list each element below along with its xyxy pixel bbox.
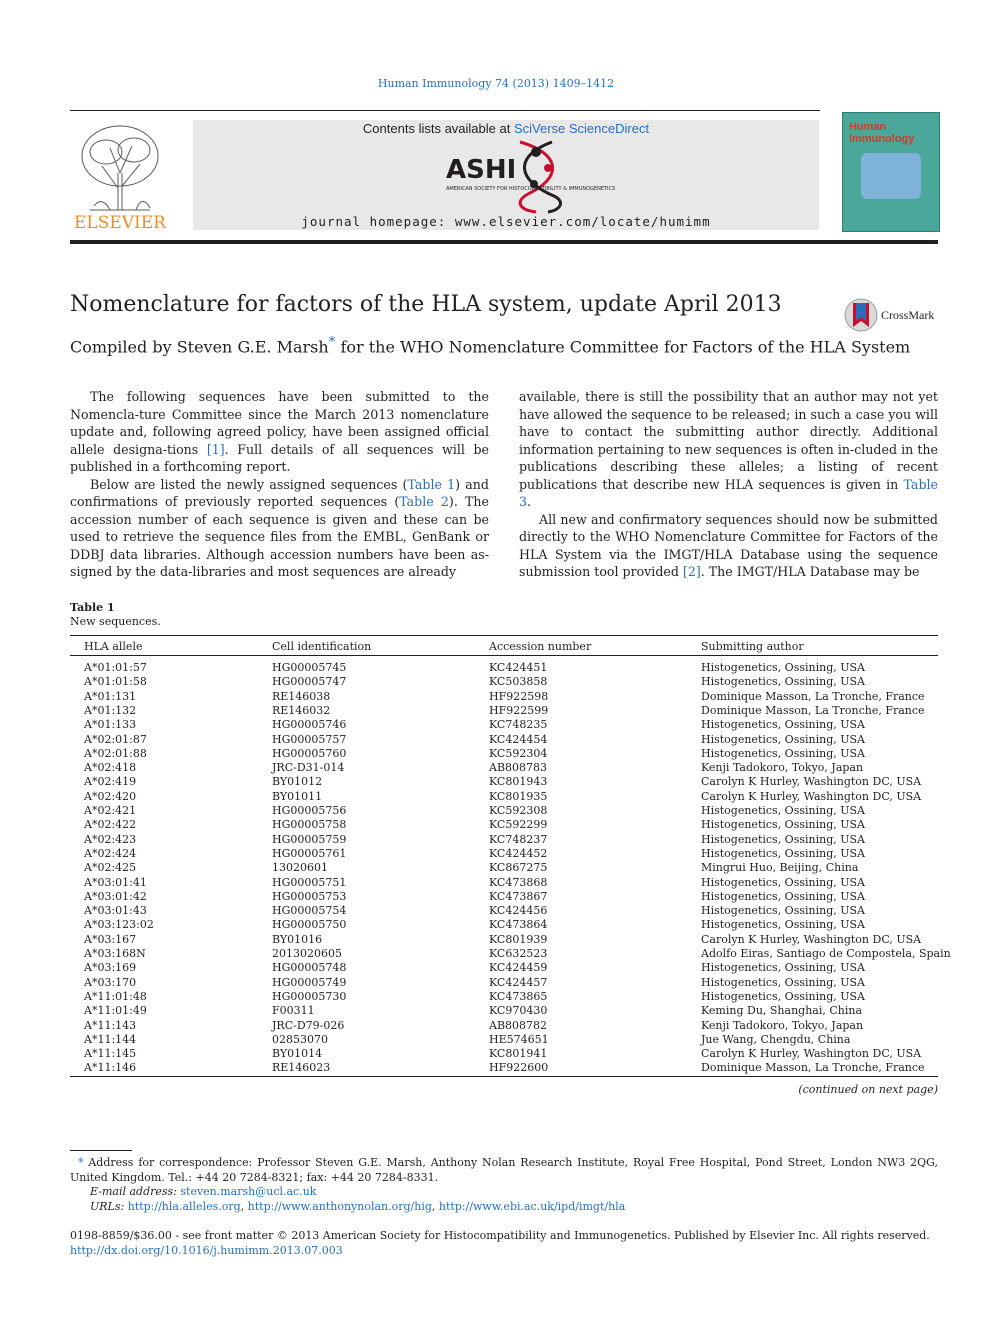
allele-cell: A*02:419 [84,775,137,789]
accession-cell: KC424457 [489,975,548,989]
header-rule-top [70,110,820,111]
email-label: E-mail address: [90,1185,181,1198]
accession-cell: KC801941 [489,1047,548,1061]
cell-id-cell: HG00005756 [272,804,347,817]
journal-reference[interactable]: Human Immunology 74 (2013) 1409–1412 [377,77,615,90]
accession-cell: KC867275 [489,861,548,875]
paragraph [519,511,938,581]
author-cell: Dominique Masson, La Tronche, France [701,1061,925,1075]
cell-id-cell: BY01014 [272,1047,323,1061]
author-cell: Jue Wang, Chengdu, China [701,1032,851,1046]
accession-cell: KC748235 [489,718,548,732]
allele-cell: A*01:01:57 [84,661,147,674]
reference-link-2[interactable]: [2] [682,564,701,579]
paragraph [70,388,489,476]
cell-id-cell: 13020601 [272,861,328,875]
byline-committee: for the WHO Nomenclature Committee for Factors of the HLA System [335,337,911,357]
cell-id-cell: BY01012 [272,775,323,789]
text-run: . The IMGT/HLA Database may be [700,564,920,579]
body-column-right [519,388,938,581]
accession-cell: AB808782 [489,1018,548,1032]
author-cell: Histogenetics, Ossining, USA [701,875,865,889]
text-run: The following sequences have been submitted to the Nomencla-ture Committee since the March 2013 nomenclature update and, following agreed policy, have been assigned official allele designa-tions [70,389,489,457]
paragraph [70,476,489,581]
journal-homepage-line [193,214,819,229]
allele-cell: A*03:01:43 [84,904,147,918]
cell-id-cell: F00311 [272,1004,315,1018]
cell-id-cell: HG00005754 [272,904,347,918]
accession-cell: KC748237 [489,832,548,846]
accession-cell: KC801935 [489,789,548,803]
allele-cell: A*02:423 [84,832,137,846]
accession-cell: KC424459 [489,961,548,975]
sciencedirect-link[interactable]: SciVerse ScienceDirect [513,121,650,136]
allele-cell: A*01:133 [84,718,137,732]
footnote-star[interactable]: * [78,1156,84,1169]
author-cell: Kenji Tadokoro, Tokyo, Japan [701,761,864,775]
allele-cell: A*11:143 [84,1018,137,1032]
cell-id-cell: RE146038 [272,689,331,703]
allele-cell: A*02:420 [84,789,137,803]
author-cell: Carolyn K Hurley, Washington DC, USA [701,789,922,803]
cell-id-cell: BY01011 [272,789,323,803]
author-cell: Histogenetics, Ossining, USA [701,975,865,989]
column-header-accession: Accession number [489,640,592,653]
url-link[interactable]: http://hla.alleles.org [127,1199,241,1213]
cell-id-cell: 02853070 [272,1032,328,1046]
author-cell: Histogenetics, Ossining, USA [701,904,865,918]
cell-id-cell: HG00005751 [272,875,347,889]
accession-cell: HF922599 [489,703,549,717]
text-run: . [527,494,532,509]
footnote [70,1156,938,1214]
text-run: Tel.: +44 20 7284-8321; fax: +44 20 7284-8331. [168,1170,439,1184]
table-rule-mid [70,655,938,656]
cell-id-cell: HG00005747 [272,675,347,689]
crossmark-label: CrossMark [881,308,935,322]
accession-cell: KC473864 [489,918,548,932]
text-run: Address for correspondence: Professor Steven G.E. Marsh, Anthony Nolan Research Institute, Royal Free Hospital, Pond Street, London NW3 2QG, United Kingdom. [70,1156,938,1184]
cell-id-cell: HG00005759 [272,832,347,846]
column-header-author: Submitting author [701,640,804,653]
accession-cell: AB808783 [489,761,548,775]
cell-id-cell: HG00005748 [272,961,347,975]
ashi-wordmark: ASHI [446,155,517,185]
accession-cell: KC592304 [489,746,548,760]
accession-cell: HF922598 [489,689,549,703]
author-cell: Histogenetics, Ossining, USA [701,989,865,1003]
author-cell: Adolfo Eiras, Santiago de Compostela, Spain [701,947,951,960]
footnote-urls [70,1200,938,1215]
crossmark-badge[interactable] [843,297,939,333]
contents-line [193,121,819,136]
allele-cell: A*11:01:49 [84,1004,147,1018]
table-rule-top [70,635,938,636]
author-cell: Kenji Tadokoro, Tokyo, Japan [701,1018,864,1032]
cell-id-cell: HG00005749 [272,975,347,989]
cell-id-cell: JRC-D79-026 [272,1018,345,1032]
elsevier-wordmark: ELSEVIER [74,213,166,233]
text-run: ). The accession number of each sequence is given and these can be used to retrieve the sequence files from the EMBL, GenBank or DDBJ data libraries. Although accession numbers have been as-signed by the data-libraries and most sequences are already [70,494,489,579]
cell-id-cell: HG00005758 [272,818,347,832]
author-cell: Histogenetics, Ossining, USA [701,818,865,832]
tree-icon [82,126,158,210]
author-cell: Dominique Masson, La Tronche, France [701,689,925,703]
table-1-link[interactable]: Table 1 [407,476,456,492]
footnote-rule [70,1150,132,1151]
cell-id-cell: HG00005753 [272,889,347,903]
doi-link[interactable]: http://dx.doi.org/10.1016/j.humimm.2013.07.003 [70,1243,343,1257]
accession-cell: KC801939 [489,932,548,946]
allele-cell: A*03:167 [84,932,137,946]
allele-cell: A*02:418 [84,761,137,775]
header-rule-bottom [70,240,938,244]
allele-cell: A*02:424 [84,846,137,860]
cell-id-cell: 2013020605 [272,947,342,960]
author-cell: Histogenetics, Ossining, USA [701,732,865,746]
text-run: All new and confirmatory sequences should now be submitted directly to the WHO Nomenclature Committee for Factors of the HLA System via the IMGT/HLA Database using the sequence submission tool provided [519,511,938,579]
author-cell: Histogenetics, Ossining, USA [701,918,865,932]
continued-note: (continued on next page) [798,1083,938,1096]
footnote-address [70,1156,938,1185]
author-cell: Histogenetics, Ossining, USA [701,804,865,817]
urls-label: URLs: [90,1199,128,1213]
author-cell: Histogenetics, Ossining, USA [701,718,865,732]
allele-cell: A*03:01:42 [84,889,147,903]
allele-cell: A*03:170 [84,975,137,989]
cell-id-cell: HG00005750 [272,918,347,932]
cell-id-cell: HG00005760 [272,746,347,760]
allele-cell: A*03:123:02 [84,918,154,932]
ashi-subtext: AMERICAN SOCIETY FOR HISTOCOMPATIBILITY & IMMUNOGENETICS [446,186,616,192]
table-3-link[interactable]: Table 3 [519,476,938,509]
homepage-prefix: journal homepage: [301,214,455,229]
elsevier-logo [70,118,170,232]
allele-cell: A*01:131 [84,689,137,703]
separator: , [240,1199,248,1213]
allele-cell: A*01:132 [84,703,137,717]
author-cell: Histogenetics, Ossining, USA [701,889,865,903]
ashi-logo [444,138,616,214]
author-cell: Mingrui Huo, Beijing, China [701,861,859,875]
dna-helix-icon [520,142,561,212]
cell-id-cell: RE146032 [272,703,331,717]
accession-cell: KC473868 [489,875,548,889]
author-cell: Carolyn K Hurley, Washington DC, USA [701,775,922,789]
cell-id-cell: HG00005745 [272,661,347,674]
text-run: available, there is still the possibility that an author may not yet have allowed the sequence to be released; in such a case you will have to contact the submitting author directly. Additional information pertaining to new sequences is often in-cluded in the publications describing these alleles; a listing of recent publications that describe new HLA sequences is given in [519,389,938,492]
accession-cell: KC592308 [489,804,548,817]
author-cell: Histogenetics, Ossining, USA [701,661,865,674]
contents-prefix: Contents lists available at [362,121,514,136]
allele-cell: A*11:144 [84,1032,137,1046]
text-run: Below are listed the newly assigned sequences ( [90,476,408,492]
accession-cell: HE574651 [489,1032,549,1046]
table-rule-bottom [70,1076,938,1077]
text-run: . Full details of all sequences will be published in a forthcoming report. [70,441,489,474]
accession-cell: KC424452 [489,846,548,860]
allele-cell: A*02:422 [84,818,137,832]
article-title: Nomenclature for factors of the HLA system, update April 2013 [70,292,782,317]
cell-id-cell: HG00005761 [272,846,347,860]
allele-cell: A*11:146 [84,1061,137,1075]
cell-id-cell: BY01016 [272,932,323,946]
byline-author: Compiled by Steven G.E. Marsh [70,337,329,357]
copyright-line: 0198-8859/$36.00 - see front matter © 2013 American Society for Histocompatibility and Immunogenetics. Published by Elsevier Inc. All rights reserved. [70,1229,930,1242]
cell-id-cell: HG00005757 [272,732,347,746]
allele-cell: A*02:01:88 [84,746,147,760]
accession-cell: KC473865 [489,989,548,1003]
author-star-link[interactable]: * [328,335,336,350]
copyright-block [70,1229,938,1258]
allele-cell: A*03:169 [84,961,137,975]
accession-cell: KC592299 [489,818,548,832]
author-cell: Histogenetics, Ossining, USA [701,961,865,975]
column-header-allele: HLA allele [84,640,143,653]
author-cell: Histogenetics, Ossining, USA [701,832,865,846]
accession-cell: KC424454 [489,732,548,746]
allele-cell: A*03:168N [84,947,146,960]
author-cell: Dominique Masson, La Tronche, France [701,703,925,717]
table-label: Table 1 [70,601,115,614]
allele-cell: A*01:01:58 [84,675,147,689]
accession-cell: KC473867 [489,889,548,903]
allele-cell: A*11:01:48 [84,989,147,1003]
url-link[interactable]: http://www.ebi.ac.uk/ipd/imgt/hla [438,1199,626,1213]
allele-cell: A*03:01:41 [84,875,147,889]
author-cell: Histogenetics, Ossining, USA [701,846,865,860]
allele-cell: A*02:425 [84,861,137,875]
cell-id-cell: HG00005746 [272,718,347,732]
accession-cell: KC503858 [489,675,548,689]
author-cell: Histogenetics, Ossining, USA [701,746,865,760]
text-run: ) and confirmations of previously reported sequences ( [70,476,489,509]
table-caption: New sequences. [70,615,161,628]
footnote-email [70,1185,938,1200]
author-cell: Keming Du, Shanghai, China [701,1004,863,1018]
body-column-left [70,388,489,581]
accession-cell: KC801943 [489,775,548,789]
crossmark-icon [843,297,879,333]
url-link[interactable]: http://www.anthonynolan.org/hig [247,1199,432,1213]
cell-id-cell: JRC-D31-014 [272,761,345,775]
author-cell: Histogenetics, Ossining, USA [701,675,865,689]
author-cell: Carolyn K Hurley, Washington DC, USA [701,1047,922,1061]
allele-cell: A*11:145 [84,1047,137,1061]
journal-cover-thumbnail[interactable] [842,112,940,232]
table-2-link[interactable]: Table 2 [399,494,449,509]
accession-cell: HF922600 [489,1061,549,1075]
accession-cell: KC970430 [489,1004,548,1018]
cover-title: Human Immunology [849,121,915,145]
accession-cell: KC632523 [489,947,548,960]
byline [70,335,910,356]
cell-id-cell: RE146023 [272,1061,331,1075]
email-link[interactable]: steven.marsh@ucl.ac.uk [180,1185,317,1198]
reference-link-1[interactable]: [1] [206,441,225,457]
homepage-url[interactable]: www.elsevier.com/locate/humimm [454,214,711,229]
accession-cell: KC424456 [489,904,548,918]
author-cell: Carolyn K Hurley, Washington DC, USA [701,932,922,946]
allele-cell: A*02:421 [84,804,137,817]
separator: , [431,1199,439,1213]
allele-cell: A*02:01:87 [84,732,147,746]
accession-cell: KC424451 [489,661,548,674]
cover-image [861,153,921,199]
column-header-cell: Cell identification [272,640,372,653]
cell-id-cell: HG00005730 [272,989,347,1003]
paragraph [519,388,938,511]
